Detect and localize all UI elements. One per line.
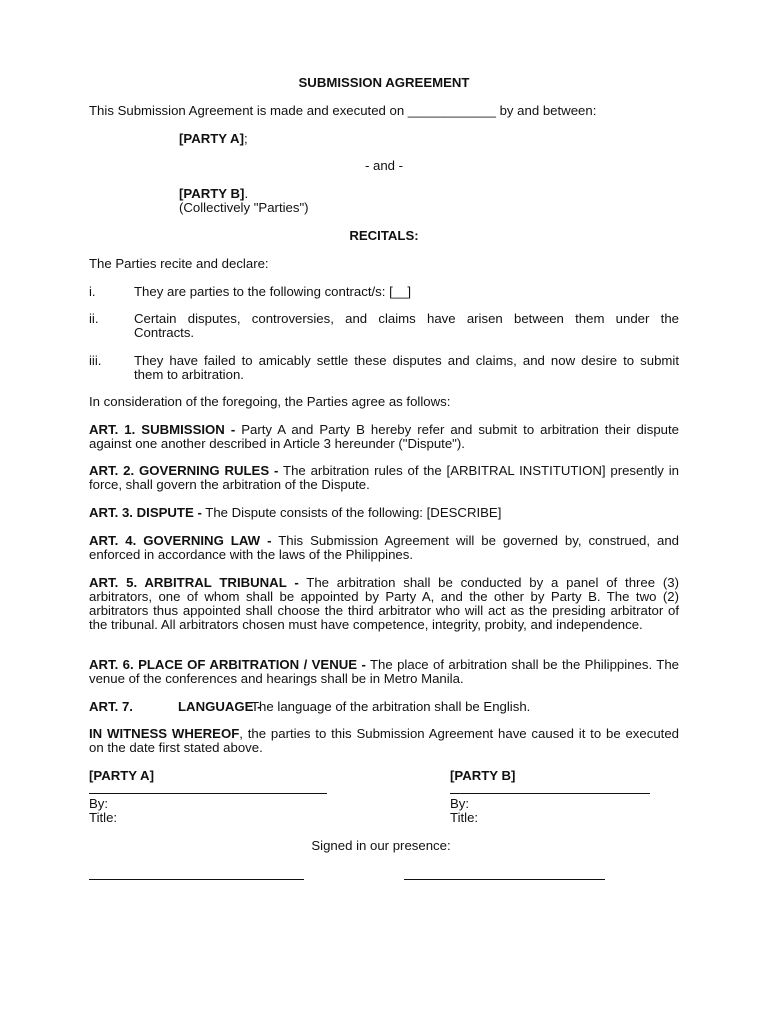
article-2: ART. 2. GOVERNING RULES - The arbitration rules of the [ARBITRAL INSTITUTION] presently in force, shall govern the arbitration of the Dispute. <box>89 463 679 492</box>
intro-line: This Submission Agreement is made and executed on ____________ by and between: <box>89 103 597 118</box>
consideration-line: In consideration of the foregoing, the Parties agree as follows: <box>89 394 451 409</box>
party-b-line: [PARTY B]. (Collectively "Parties") <box>179 186 309 215</box>
article-4: ART. 4. GOVERNING LAW - This Submission Agreement will be governed by, construed, and enforced in accordance with the laws of the Philippines. <box>89 533 680 562</box>
signature-block-left: [PARTY A] By: Title: <box>89 769 329 783</box>
document-page: SUBMISSION AGREEMENT This Submission Agreement is made and executed on ____________ by and between: [PARTY A]; - and - [PARTY B]. (Collectively "Parties") RECITALS: The Parties recite and declare: i. They are parties to the following contract/s: [__] ii. Certain disputes, controversies, and claims have arisen between them under the Contracts. iii. They have failed to amicably settle these disputes and claims, and now desire to submit them to arbitration. In consideration of the foregoing, the Parties agree as follows: ART. 1. SUBMISSION - Party A and Party B hereby refer and submit to arbitration their dispute against one another described in Article 3 hereunder ("Dispute"). ART. 2. GOVERNING RULES - The arbitration rules of the [ARBITRAL INSTITUTION] presently in force, shall govern the arbitration of the Dispute. ART. 3. DISPUTE - The Dispute consists of the following: [DESCRIBE] ART. 4. GOVERNING LAW - This Submission Agreement will be governed by, construed, and enforced in accordance with the laws of the Philippines. ART. 5. ARBITRAL TRIBUNAL - The arbitration shall be conducted by a panel of three (3) arbitrators, one of whom shall be appointed by Party A, and the other by Party B. The two (2) arbitrators thus appointed shall choose the third arbitrator who will act as the presiding arbitrator of the tribunal. All arbitrators chosen must have competence, integrity, probity, and independence. ART. 6. PLACE OF ARBITRATION / VENUE - The place of arbitration shall be the Philippines. The venue of the conferences and hearings shall be in Metro Manila. ART. 7. LANGUAGE - The language of the arbitration shall be English. IN WITNESS WHEREOF, the parties to this Submission Agreement have caused it to be executed on the date first stated above. [PARTY A] By: Title: [PARTY B] By: Title: Signed in our presence: <box>0 0 768 1024</box>
signature-line <box>89 793 327 794</box>
recite-intro: The Parties recite and declare: <box>89 256 269 271</box>
collectively-note: (Collectively "Parties") <box>179 200 309 215</box>
signature-line <box>450 793 650 794</box>
witness-signature-line <box>404 879 605 880</box>
article-7: ART. 7. LANGUAGE - The language of the arbitration shall be English. <box>89 699 531 714</box>
witness-signature-line <box>89 879 304 880</box>
article-3: ART. 3. DISPUTE - The Dispute consists of the following: [DESCRIBE] <box>89 505 502 520</box>
party-a-line: [PARTY A]; <box>179 131 248 146</box>
signature-block-right: [PARTY B] By: Title: <box>450 769 660 783</box>
presence-line: Signed in our presence: <box>311 838 451 853</box>
recitals-heading: RECITALS: <box>349 228 419 243</box>
article-6: ART. 6. PLACE OF ARBITRATION / VENUE - The place of arbitration shall be the Philippines. The venue of the conferences and hearings shall be in Metro Manila. <box>89 657 679 686</box>
date-blank: ____________ <box>407 103 496 118</box>
and-separator: - and - <box>364 158 404 173</box>
article-5: ART. 5. ARBITRAL TRIBUNAL - The arbitration shall be conducted by a panel of three (3) arbitrators, one of whom shall be appointed by Party A, and the other by Party B. The two (2) arbitrators thus appointed shall choose the third arbitrator who will act as the presiding arbitrator of the tribunal. All arbitrators chosen must have competence, integrity, probity, and independence. <box>89 575 680 632</box>
witness-clause: IN WITNESS WHEREOF, the parties to this Submission Agreement have caused it to be executed on the date first stated above. <box>89 726 679 755</box>
document-title: SUBMISSION AGREEMENT <box>298 75 470 90</box>
article-1: ART. 1. SUBMISSION - Party A and Party B hereby refer and submit to arbitration their dispute against one another described in Article 3 hereunder ("Dispute"). <box>89 422 679 451</box>
